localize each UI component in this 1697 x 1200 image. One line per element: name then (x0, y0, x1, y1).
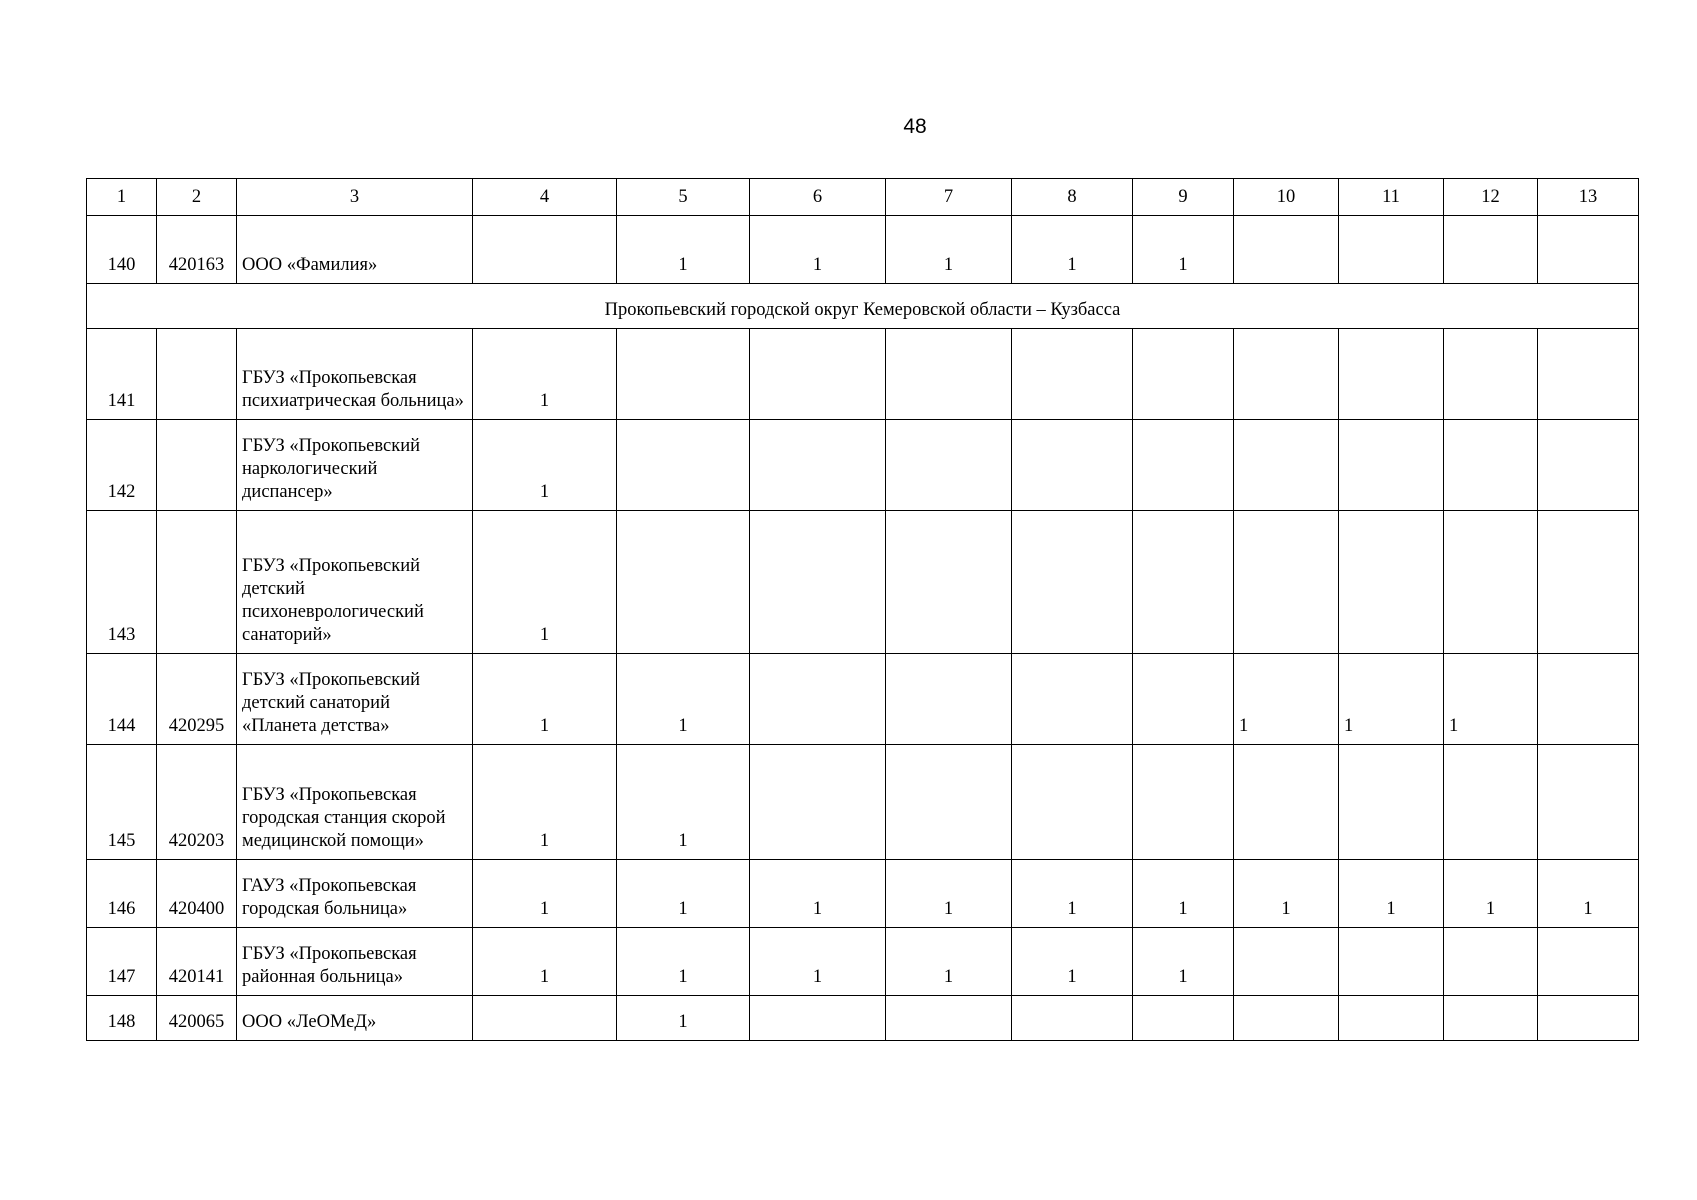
row-number: 147 (87, 928, 157, 996)
cell-col-5: 1 (617, 860, 750, 928)
cell-col-12 (1444, 745, 1538, 860)
cell-col-10 (1234, 996, 1339, 1041)
cell-col-5 (617, 511, 750, 654)
cell-col-5: 1 (617, 928, 750, 996)
cell-col-12: 1 (1444, 860, 1538, 928)
cell-col-6 (750, 420, 886, 511)
cell-col-9 (1133, 511, 1234, 654)
cell-col-11 (1339, 511, 1444, 654)
data-table (86, 178, 1639, 1041)
cell-col-12 (1444, 996, 1538, 1041)
cell-col-6: 1 (750, 860, 886, 928)
section-row (87, 284, 1639, 329)
cell-col-11 (1339, 928, 1444, 996)
table-row (87, 654, 1639, 745)
cell-col-11 (1339, 216, 1444, 284)
table-row (87, 928, 1639, 996)
cell-col-7 (886, 745, 1012, 860)
cell-col-7 (886, 420, 1012, 511)
row-number: 140 (87, 216, 157, 284)
page-number: 48 (903, 115, 927, 138)
row-code (157, 329, 237, 420)
row-code: 420141 (157, 928, 237, 996)
cell-col-10 (1234, 928, 1339, 996)
cell-col-5: 1 (617, 654, 750, 745)
cell-col-13 (1538, 329, 1639, 420)
cell-col-4: 1 (473, 745, 617, 860)
cell-col-10 (1234, 216, 1339, 284)
row-name: ГБУЗ «Прокопьевская городская станция скорой медицинской помощи» (237, 745, 473, 860)
cell-col-13 (1538, 420, 1639, 511)
cell-col-10 (1234, 745, 1339, 860)
column-header: 3 (237, 179, 473, 216)
row-code: 420163 (157, 216, 237, 284)
cell-col-10: 1 (1234, 654, 1339, 745)
cell-col-8 (1012, 654, 1133, 745)
cell-col-8 (1012, 420, 1133, 511)
cell-col-13 (1538, 216, 1639, 284)
cell-col-8: 1 (1012, 216, 1133, 284)
cell-col-7 (886, 329, 1012, 420)
column-header: 11 (1339, 179, 1444, 216)
table-row (87, 996, 1639, 1041)
row-code: 420065 (157, 996, 237, 1041)
cell-col-13 (1538, 654, 1639, 745)
cell-col-11 (1339, 996, 1444, 1041)
cell-col-5 (617, 329, 750, 420)
cell-col-10 (1234, 420, 1339, 511)
cell-col-10 (1234, 511, 1339, 654)
cell-col-10: 1 (1234, 860, 1339, 928)
row-name: ГАУЗ «Прокопьевская городская больница» (237, 860, 473, 928)
cell-col-9: 1 (1133, 216, 1234, 284)
column-header: 10 (1234, 179, 1339, 216)
column-header: 4 (473, 179, 617, 216)
row-number: 143 (87, 511, 157, 654)
row-name: ГБУЗ «Прокопьевская психиатрическая больница» (237, 329, 473, 420)
cell-col-7 (886, 996, 1012, 1041)
cell-col-9 (1133, 745, 1234, 860)
column-header: 7 (886, 179, 1012, 216)
cell-col-8 (1012, 745, 1133, 860)
table-row (87, 216, 1639, 284)
cell-col-8 (1012, 996, 1133, 1041)
row-name: ООО «Фамилия» (237, 216, 473, 284)
cell-col-13 (1538, 511, 1639, 654)
row-name: ГБУЗ «Прокопьевский наркологический диспансер» (237, 420, 473, 511)
cell-col-13 (1538, 996, 1639, 1041)
cell-col-4: 1 (473, 420, 617, 511)
cell-col-7: 1 (886, 216, 1012, 284)
cell-col-4: 1 (473, 329, 617, 420)
cell-col-9: 1 (1133, 860, 1234, 928)
row-code: 420400 (157, 860, 237, 928)
cell-col-11 (1339, 420, 1444, 511)
column-header: 6 (750, 179, 886, 216)
cell-col-5: 1 (617, 216, 750, 284)
row-name: ГБУЗ «Прокопьевский детский психоневрологический санаторий» (237, 511, 473, 654)
cell-col-13: 1 (1538, 860, 1639, 928)
cell-col-6 (750, 511, 886, 654)
cell-col-9 (1133, 329, 1234, 420)
cell-col-4 (473, 996, 617, 1041)
column-header: 1 (87, 179, 157, 216)
table-row (87, 860, 1639, 928)
row-code: 420203 (157, 745, 237, 860)
cell-col-9: 1 (1133, 928, 1234, 996)
row-number: 146 (87, 860, 157, 928)
cell-col-6: 1 (750, 216, 886, 284)
cell-col-12 (1444, 511, 1538, 654)
table-row (87, 745, 1639, 860)
cell-col-8: 1 (1012, 860, 1133, 928)
row-code (157, 511, 237, 654)
cell-col-8 (1012, 329, 1133, 420)
cell-col-12 (1444, 420, 1538, 511)
cell-col-11 (1339, 329, 1444, 420)
cell-col-5 (617, 420, 750, 511)
cell-col-11 (1339, 745, 1444, 860)
cell-col-6 (750, 329, 886, 420)
cell-col-8 (1012, 511, 1133, 654)
cell-col-9 (1133, 654, 1234, 745)
header-row (87, 179, 1639, 216)
column-header: 5 (617, 179, 750, 216)
column-header: 2 (157, 179, 237, 216)
cell-col-11: 1 (1339, 654, 1444, 745)
column-header: 8 (1012, 179, 1133, 216)
cell-col-13 (1538, 928, 1639, 996)
row-name: ООО «ЛеОМеД» (237, 996, 473, 1041)
cell-col-6 (750, 996, 886, 1041)
cell-col-4: 1 (473, 860, 617, 928)
cell-col-5: 1 (617, 996, 750, 1041)
cell-col-11: 1 (1339, 860, 1444, 928)
row-code: 420295 (157, 654, 237, 745)
row-number: 141 (87, 329, 157, 420)
cell-col-7 (886, 654, 1012, 745)
cell-col-4 (473, 216, 617, 284)
cell-col-7: 1 (886, 860, 1012, 928)
row-number: 148 (87, 996, 157, 1041)
cell-col-4: 1 (473, 654, 617, 745)
cell-col-6 (750, 654, 886, 745)
cell-col-13 (1538, 745, 1639, 860)
row-name: ГБУЗ «Прокопьевский детский санаторий «Планета детства» (237, 654, 473, 745)
cell-col-6 (750, 745, 886, 860)
column-header: 9 (1133, 179, 1234, 216)
cell-col-4: 1 (473, 928, 617, 996)
cell-col-6: 1 (750, 928, 886, 996)
column-header: 13 (1538, 179, 1639, 216)
row-number: 144 (87, 654, 157, 745)
table-row (87, 420, 1639, 511)
cell-col-4: 1 (473, 511, 617, 654)
row-code (157, 420, 237, 511)
cell-col-12: 1 (1444, 654, 1538, 745)
table-row (87, 511, 1639, 654)
cell-col-9 (1133, 996, 1234, 1041)
column-header: 12 (1444, 179, 1538, 216)
section-title: Прокопьевский городской округ Кемеровской области – Кузбасса (87, 284, 1639, 329)
cell-col-9 (1133, 420, 1234, 511)
cell-col-10 (1234, 329, 1339, 420)
cell-col-8: 1 (1012, 928, 1133, 996)
cell-col-7 (886, 511, 1012, 654)
cell-col-5: 1 (617, 745, 750, 860)
row-number: 142 (87, 420, 157, 511)
row-number: 145 (87, 745, 157, 860)
row-name: ГБУЗ «Прокопьевская районная больница» (237, 928, 473, 996)
cell-col-12 (1444, 216, 1538, 284)
cell-col-7: 1 (886, 928, 1012, 996)
table-row (87, 329, 1639, 420)
cell-col-12 (1444, 329, 1538, 420)
cell-col-12 (1444, 928, 1538, 996)
